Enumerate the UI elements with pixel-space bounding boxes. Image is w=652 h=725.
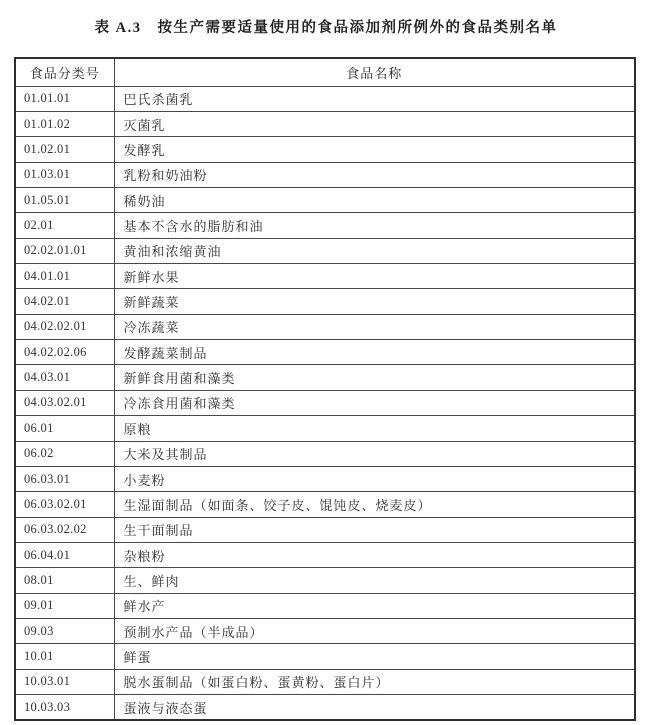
food-name-cell: 乳粉和奶油粉	[114, 162, 635, 187]
food-name-cell: 新鲜水果	[114, 264, 635, 289]
table-row	[15, 137, 635, 162]
food-category-code-cell: 04.02.02.06	[15, 340, 114, 365]
food-category-code-cell: 04.03.02.01	[15, 390, 114, 415]
food-category-code-cell: 06.03.01	[15, 466, 114, 491]
food-name-cell: 基本不含水的脂肪和油	[114, 213, 635, 238]
table-row	[15, 669, 635, 694]
food-name-cell: 发酵乳	[114, 137, 635, 162]
food-name-cell: 小麦粉	[114, 466, 635, 491]
table-row	[15, 619, 635, 644]
table-row	[15, 187, 635, 212]
food-name-cell: 生湿面制品（如面条、饺子皮、馄饨皮、烧麦皮）	[114, 492, 635, 517]
food-name-cell: 冷冻蔬菜	[114, 314, 635, 339]
food-name-cell: 生干面制品	[114, 517, 635, 542]
food-category-code-cell: 02.01	[15, 213, 114, 238]
table-row	[15, 517, 635, 542]
table-row	[15, 466, 635, 491]
food-name-cell: 鲜蛋	[114, 644, 635, 669]
food-category-code-cell: 01.01.01	[15, 86, 114, 111]
food-category-code-cell: 02.02.01.01	[15, 238, 114, 263]
table-row	[15, 111, 635, 136]
food-category-code-cell: 10.03.01	[15, 669, 114, 694]
table-row	[15, 492, 635, 517]
table-row	[15, 568, 635, 593]
food-name-cell: 黄油和浓缩黄油	[114, 238, 635, 263]
table-row	[15, 365, 635, 390]
table-row	[15, 86, 635, 111]
table-row	[15, 264, 635, 289]
food-category-table	[14, 57, 636, 721]
table-row	[15, 340, 635, 365]
food-category-code-cell: 01.05.01	[15, 187, 114, 212]
table-row	[15, 213, 635, 238]
column-header-food-name: 食品名称	[114, 58, 635, 86]
table-row	[15, 162, 635, 187]
food-category-code-cell: 06.04.01	[15, 542, 114, 567]
food-name-cell: 蛋液与液态蛋	[114, 695, 635, 720]
food-name-cell: 鲜水产	[114, 593, 635, 618]
table-row	[15, 238, 635, 263]
food-category-code-cell: 01.03.01	[15, 162, 114, 187]
food-category-code-cell: 01.02.01	[15, 137, 114, 162]
food-name-cell: 巴氏杀菌乳	[114, 86, 635, 111]
table-header-row	[15, 58, 635, 86]
column-header-food-category-code: 食品分类号	[15, 58, 114, 86]
food-category-code-cell: 06.03.02.02	[15, 517, 114, 542]
food-name-cell: 脱水蛋制品（如蛋白粉、蛋黄粉、蛋白片）	[114, 669, 635, 694]
food-category-code-cell: 09.01	[15, 593, 114, 618]
food-name-cell: 新鲜食用菌和藻类	[114, 365, 635, 390]
table-row	[15, 644, 635, 669]
table-row	[15, 695, 635, 720]
food-category-code-cell: 10.03.03	[15, 695, 114, 720]
table-row	[15, 416, 635, 441]
food-category-code-cell: 01.01.02	[15, 111, 114, 136]
food-category-code-cell: 04.03.01	[15, 365, 114, 390]
food-category-code-cell: 04.01.01	[15, 264, 114, 289]
table-header	[15, 58, 635, 86]
food-name-cell: 冷冻食用菌和藻类	[114, 390, 635, 415]
food-name-cell: 发酵蔬菜制品	[114, 340, 635, 365]
food-category-code-cell: 08.01	[15, 568, 114, 593]
food-name-cell: 预制水产品（半成品）	[114, 619, 635, 644]
food-category-code-cell: 09.03	[15, 619, 114, 644]
food-category-code-cell: 04.02.02.01	[15, 314, 114, 339]
table-body	[15, 86, 635, 720]
food-name-cell: 杂粮粉	[114, 542, 635, 567]
food-name-cell: 生、鲜肉	[114, 568, 635, 593]
food-name-cell: 大米及其制品	[114, 441, 635, 466]
food-name-cell: 稀奶油	[114, 187, 635, 212]
table-row	[15, 289, 635, 314]
table-row	[15, 314, 635, 339]
table-row	[15, 441, 635, 466]
food-name-cell: 原粮	[114, 416, 635, 441]
food-category-code-cell: 10.01	[15, 644, 114, 669]
food-category-code-cell: 04.02.01	[15, 289, 114, 314]
food-category-code-cell: 06.03.02.01	[15, 492, 114, 517]
food-category-code-cell: 06.02	[15, 441, 114, 466]
food-name-cell: 灭菌乳	[114, 111, 635, 136]
food-name-cell: 新鲜蔬菜	[114, 289, 635, 314]
food-category-code-cell: 06.01	[15, 416, 114, 441]
table-row	[15, 593, 635, 618]
table-row	[15, 542, 635, 567]
table-row	[15, 390, 635, 415]
table-title: 表 A.3 按生产需要适量使用的食品添加剂所例外的食品类别名单	[94, 20, 558, 36]
